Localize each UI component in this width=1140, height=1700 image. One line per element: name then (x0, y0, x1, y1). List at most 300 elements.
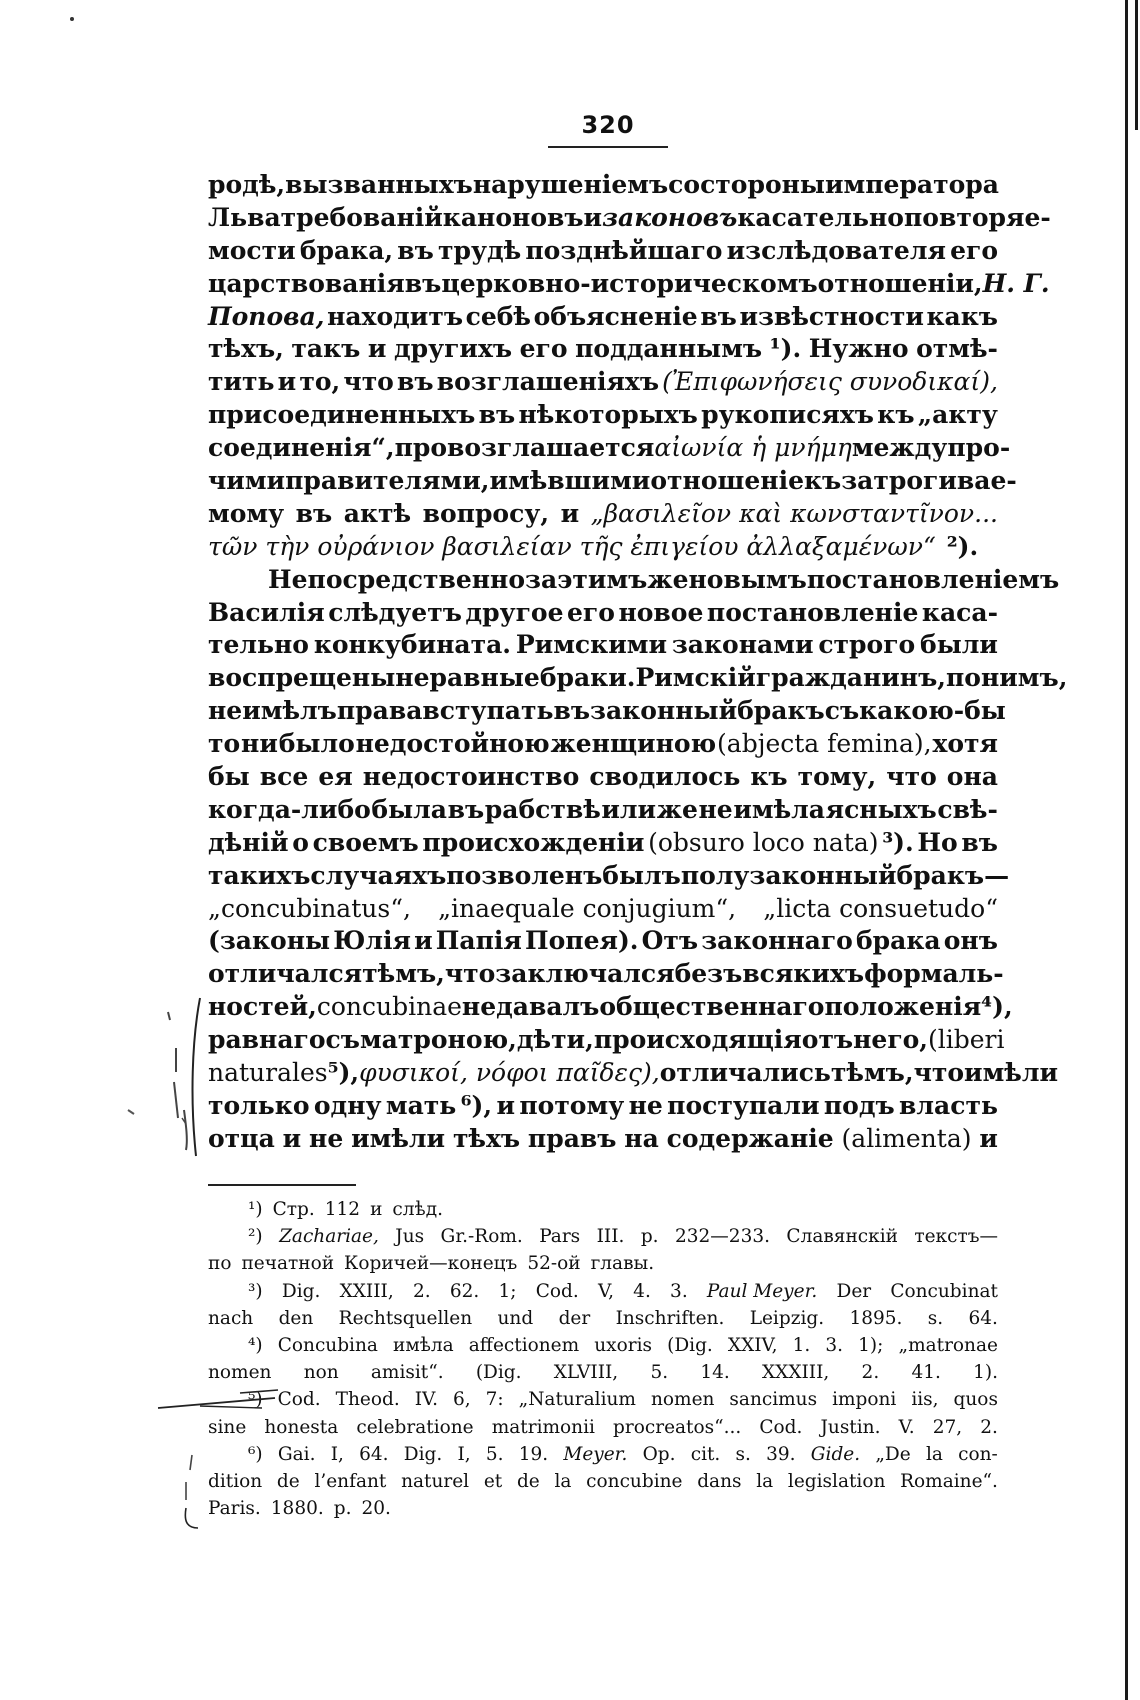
word: что (913, 1058, 965, 1088)
word: ⁴), (981, 992, 1013, 1022)
word: подъ (823, 1090, 895, 1120)
word: и (496, 1090, 515, 1120)
word: ⁵), (327, 1058, 360, 1088)
word: Юлія (333, 926, 411, 956)
margin-tick-mark (190, 1455, 192, 1470)
footnote-word: und (497, 1307, 534, 1329)
footnote-word: 27, (932, 1416, 963, 1438)
word: брака, (299, 235, 394, 265)
word: ¹). (769, 334, 802, 364)
footnote-word: 14. (700, 1362, 730, 1384)
word: „licta consuetudo“ (763, 893, 998, 923)
word: имѣли (351, 1123, 446, 1153)
footnote-word: cit. (690, 1443, 721, 1465)
word: ⁶), (460, 1090, 493, 1120)
word: постановленіемъ (806, 564, 1060, 594)
word: присоединенныхъ (208, 400, 476, 430)
footnote-word: Jus (395, 1226, 425, 1248)
margin-bracket-mark (193, 998, 200, 1156)
footnote-word: Theod. (335, 1389, 400, 1411)
footnote-word: Pars (539, 1226, 581, 1248)
word: касательно (737, 202, 904, 232)
word: рукописяхъ (701, 400, 874, 430)
footnote-word: Leipzig. (749, 1307, 825, 1329)
word: власть (899, 1090, 998, 1120)
word: что (886, 762, 937, 792)
footnote-word: iis, (911, 1389, 939, 1411)
page-number: 320 (581, 111, 635, 139)
word: же (647, 564, 689, 594)
word: что (343, 367, 394, 397)
word: бракъ (737, 696, 825, 726)
word: провозглашается (394, 433, 655, 463)
word: этимъ (557, 564, 648, 594)
word: законами (671, 630, 814, 660)
word: Непосредственно (268, 564, 526, 594)
footnote-word: Zachariae, (279, 1226, 379, 1248)
margin-tick-mark (184, 1110, 187, 1150)
word: отличался (208, 959, 363, 989)
footnote-word: Op. (642, 1443, 676, 1465)
word: находитъ (327, 301, 464, 331)
footnote-word: der (558, 1307, 591, 1329)
word: женщиною (550, 729, 717, 759)
footnote-word: naturel (401, 1470, 470, 1492)
footnote-word: uxoris (594, 1334, 653, 1356)
footnote-word: XLVIII, (553, 1362, 619, 1384)
word: позволенъ (446, 860, 603, 890)
word: только (208, 1090, 310, 1120)
word: тѣхъ (452, 1123, 521, 1153)
word: ни (241, 729, 278, 759)
footnote-word: имѣла (393, 1334, 454, 1356)
word: „акту (917, 400, 998, 430)
word: не (698, 794, 733, 824)
footnote-word: nomen (208, 1362, 272, 1384)
footnote-word: XXIII, (339, 1280, 394, 1302)
word: Попова, (208, 301, 325, 331)
footnote-word: I, (330, 1443, 344, 1465)
word: тить (208, 367, 275, 397)
word: (alimenta) (841, 1123, 972, 1153)
footnote-word: ²) (248, 1226, 263, 1248)
footnote-word: sancimus (729, 1389, 818, 1411)
footnote-word: Paul Meyer. (706, 1280, 818, 1302)
word: было (278, 729, 355, 759)
footnote-word: dans (697, 1470, 742, 1492)
word: такъ (291, 334, 361, 364)
footnote-word: 64. (968, 1307, 998, 1329)
footnote-word: Concubinat (890, 1280, 998, 1302)
word: вступать (422, 696, 554, 726)
footnote-word: „Naturalium (518, 1389, 636, 1411)
footnote-word: den (278, 1307, 314, 1329)
footnote-word: V, (597, 1280, 614, 1302)
word: всякихъ (742, 959, 865, 989)
word: объясненіе (533, 301, 698, 331)
word: отношеніи, (817, 268, 983, 298)
footnote-word: 19. (518, 1443, 549, 1465)
footnote-word: (Dig. (475, 1362, 522, 1384)
footnote-word: de (276, 1470, 300, 1492)
footnote-word: ⁵) (248, 1389, 263, 1411)
word: нѣкоторыхъ (518, 400, 698, 430)
word: отъ (801, 1025, 854, 1055)
word: нарушеніемъ (472, 170, 669, 199)
word: подданнымъ (575, 334, 763, 364)
word: былъ (602, 860, 681, 890)
word: concubinae (316, 992, 462, 1022)
word: мости (208, 235, 296, 265)
footnote-word: ¹) (248, 1199, 263, 1220)
footnote-word: 64. (359, 1443, 389, 1465)
word: полузаконный (680, 860, 897, 890)
word: съ (325, 1025, 360, 1055)
word: рабствѣ (484, 794, 601, 824)
footnote-word: текстъ— (914, 1226, 998, 1248)
word: за (525, 564, 558, 594)
footnote-word: procreatos“... (613, 1416, 742, 1438)
word: браки. (539, 663, 636, 693)
footnote-word: amisit“. (370, 1362, 444, 1384)
word: хотя (932, 729, 998, 759)
word: не (208, 696, 243, 726)
word: какою-бы (859, 696, 1006, 726)
footnote-word: s. (735, 1443, 751, 1465)
word: въ (447, 794, 485, 824)
word: въ (553, 696, 591, 726)
footnote-word: Cod. (759, 1416, 803, 1438)
word: не (309, 1123, 344, 1153)
word: возглашеніяхъ (436, 367, 659, 397)
word: и (414, 926, 433, 956)
footnote-word: concubine (586, 1470, 683, 1492)
footnote-word: Rechtsquellen (338, 1307, 473, 1329)
word: (Ἐπιφωνήσεις συνοδικαί), (662, 367, 998, 397)
footnote-word: „matronae (898, 1334, 998, 1356)
word: извѣстности (739, 301, 924, 331)
word: когда-либо (208, 794, 371, 824)
word: Отъ (641, 926, 699, 956)
margin-bracket-mark (185, 1508, 198, 1528)
word: имѣла (733, 794, 825, 824)
word: Василія (208, 597, 325, 627)
word: актѣ (343, 498, 412, 528)
word: въ (961, 827, 998, 857)
word: все (259, 762, 309, 792)
word: новымъ (688, 564, 807, 594)
footnote-word: 3. (825, 1334, 844, 1356)
footnote-word: 112 (324, 1199, 361, 1220)
word: между (851, 433, 948, 463)
footnote-word: 20. (361, 1498, 391, 1520)
footnote-word: Gai. (277, 1443, 316, 1465)
word: мому (208, 498, 285, 528)
word: вопросу, (422, 498, 550, 528)
footnote-word: matrimonii (491, 1416, 595, 1438)
word: другихъ (393, 334, 513, 364)
word: „inaequale conjugium“, (438, 893, 737, 923)
word: положенія (824, 992, 982, 1022)
word: позднѣйшаго (525, 235, 723, 265)
word: ²). (946, 531, 979, 561)
word: соединенія“, (208, 433, 395, 463)
word: нимъ, (980, 663, 1068, 693)
word: тѣмъ, (362, 959, 445, 989)
footnote-word: quos (953, 1389, 998, 1411)
word: каса- (921, 597, 998, 627)
footnote-word: imponi (832, 1389, 897, 1411)
word: слѣдуетъ (328, 597, 462, 627)
word: отношеніе (650, 466, 804, 496)
footnote-word: honesta (264, 1416, 339, 1438)
word: Нужно (808, 334, 909, 364)
footnote-word: 4. (633, 1280, 651, 1302)
footnote-word: (Dig. (667, 1334, 713, 1356)
word: въ (700, 301, 737, 331)
word: затрогивае- (841, 466, 1017, 496)
word: формаль- (864, 959, 1004, 989)
footnote-word: Gide. (810, 1443, 861, 1465)
footnote-word: 3. (670, 1280, 688, 1302)
footnote-arrow-mark (240, 1390, 278, 1393)
word: были (920, 630, 998, 660)
word: потому (519, 1090, 625, 1120)
footnote-word: Стр. (272, 1199, 315, 1220)
footnote-word: Славянскій (786, 1226, 898, 1248)
word: законнаго (701, 926, 853, 956)
word: бы (208, 762, 250, 792)
word: къ (803, 466, 842, 496)
footnote-word: 1895. (849, 1307, 903, 1329)
footnote-word: 52-ой (527, 1253, 581, 1275)
word: него, (853, 1025, 929, 1055)
footnote-word: „De (875, 1443, 911, 1465)
word: отличались (659, 1058, 831, 1088)
footnote-word: Inschriften. (615, 1307, 725, 1329)
footnote-word: p. (333, 1498, 352, 1520)
word: требованій (280, 202, 443, 232)
word: (obsuro loco nata) (648, 827, 879, 857)
footnote-word: legislation (787, 1470, 886, 1492)
footnote-word: la (925, 1443, 943, 1465)
footnote-word: 1); (858, 1334, 884, 1356)
word: Римскій (635, 663, 756, 693)
word: въ (397, 235, 434, 265)
word: постановленіе (706, 597, 919, 627)
word: происходящія (593, 1025, 802, 1055)
word: воспрещены (208, 663, 396, 693)
footnote-word: слѣд. (392, 1199, 443, 1220)
word: и (367, 334, 387, 364)
word: себѣ (465, 301, 531, 331)
footnote-word: по (208, 1253, 232, 1275)
word: и (282, 1123, 302, 1153)
footnote-word: Meyer. (563, 1443, 628, 1465)
word: неравные (395, 663, 540, 693)
footnote-word: Dig. (281, 1280, 321, 1302)
footnote-word: Коричей—конецъ (344, 1253, 518, 1275)
word: церковно-историческомъ (441, 268, 818, 298)
footnote-underline-mark (200, 1406, 262, 1408)
word: поступали (667, 1090, 820, 1120)
word: и (979, 1123, 998, 1153)
word: и (277, 367, 297, 397)
word: она (946, 762, 998, 792)
word: конкубината. (313, 630, 512, 660)
word: φυσικοί, νόφοι παῖδες), (359, 1058, 660, 1088)
footnote-word: печатной (241, 1253, 335, 1275)
word: въ (404, 268, 442, 298)
word: или (601, 794, 657, 824)
word: αἰωνία ἡ μνήμη (654, 433, 852, 463)
footnote-word: XXXIII, (761, 1362, 830, 1384)
footnote-word: la (554, 1470, 572, 1492)
word: что (444, 959, 496, 989)
footnote-word: 1880. (270, 1498, 324, 1520)
footnote-word: Der (836, 1280, 872, 1302)
word: же (656, 794, 698, 824)
word: другое (465, 597, 564, 627)
word: недостойною (355, 729, 550, 759)
footnote-word: affectionem (468, 1334, 580, 1356)
word: его (950, 235, 998, 265)
word: безъ (674, 959, 743, 989)
word: въ (397, 367, 434, 397)
word: ностей, (208, 992, 317, 1022)
word: чими (208, 466, 286, 496)
word: въ (295, 498, 333, 528)
word: недостоинство (362, 762, 580, 792)
margin-tick-mark (174, 1082, 178, 1118)
word: имѣвшими (489, 466, 651, 496)
footnote-word: главы. (590, 1253, 655, 1275)
word: правъ (527, 1123, 617, 1153)
footnote-word: III. (596, 1226, 625, 1248)
word: ясныхъ (825, 794, 937, 824)
word: на (624, 1123, 659, 1153)
word: отмѣ- (916, 334, 998, 364)
footnote-word: l’enfant (314, 1470, 387, 1492)
word: гражданинъ, (755, 663, 946, 693)
word: тѣхъ, (208, 334, 284, 364)
word: къ (750, 762, 788, 792)
word: происхожденіи (422, 827, 645, 857)
word: правителями, (285, 466, 490, 496)
word: повторяе- (903, 202, 1051, 232)
word: Римскими (515, 630, 667, 660)
word: Н. Г. (982, 268, 1050, 298)
word: тому, (797, 762, 877, 792)
word: дѣти, (516, 1025, 594, 1055)
word: со (668, 170, 701, 199)
word: его (519, 334, 568, 364)
footnote-word: Gr.-Rom. (440, 1226, 523, 1248)
word: Попея). (524, 926, 639, 956)
footnote-word: Concubina (277, 1334, 378, 1356)
word: случаяхъ (310, 860, 447, 890)
footnote-word: 2. (980, 1416, 998, 1438)
footnote-word: и (370, 1199, 383, 1220)
word: была (371, 794, 447, 824)
footnote-word: nomen (650, 1389, 715, 1411)
word: брака (856, 926, 941, 956)
word: новое (618, 597, 704, 627)
footnote-word: 1). (973, 1362, 998, 1384)
footnote-word: p. (640, 1226, 659, 1248)
word: равнаго (208, 1025, 326, 1055)
footnote-word: 6, (453, 1389, 471, 1411)
word: стороны (700, 170, 825, 199)
word: съ (824, 696, 860, 726)
word: заключался (495, 959, 675, 989)
word: какъ (926, 301, 998, 331)
word: Но (917, 827, 958, 857)
footnote-word: 62. (449, 1280, 480, 1302)
word: строго (818, 630, 916, 660)
word: тѣмъ, (830, 1058, 914, 1088)
word: вызванныхъ (285, 170, 473, 199)
word: своемъ (312, 827, 419, 857)
word: дѣній (208, 827, 289, 857)
footnote-word: ³) (248, 1280, 263, 1302)
margin-tick-mark (128, 1110, 134, 1114)
word: (abjecta femina), (717, 729, 932, 759)
footnote-word: V. (898, 1416, 915, 1438)
word: отца (208, 1123, 275, 1153)
footnote-word: 41. (911, 1362, 941, 1384)
word: τῶν τὴν οὐράνιον βασιλείαν τῆς ἐπιγείου ἀλλαξαμένων“ (208, 531, 936, 561)
footnote-word: 2. (412, 1280, 431, 1302)
footnote-word: Dig. (403, 1443, 443, 1465)
word: то, (299, 367, 341, 397)
footnote-word: nach (208, 1307, 254, 1329)
footnote-word: s. (927, 1307, 944, 1329)
word: Льва (208, 202, 281, 232)
footnote-word: et (483, 1470, 503, 1492)
footnote-word: de (516, 1470, 540, 1492)
margin-tick-mark (168, 1012, 170, 1020)
footnote-word: Paris. (208, 1498, 261, 1520)
footnote-word: Cod. (277, 1389, 321, 1411)
word: права (336, 696, 423, 726)
word: сводилось (589, 762, 741, 792)
word: такихъ (208, 860, 311, 890)
footnote-word: la (756, 1470, 774, 1492)
footnote-word: sine (208, 1416, 247, 1438)
footnote-word: Cod. (535, 1280, 579, 1302)
word: трудѣ (438, 235, 522, 265)
word: свѣ- (937, 794, 998, 824)
word: „βασιλεῖον καὶ κωνσταντῖνον... (590, 498, 998, 528)
word: родѣ, (208, 170, 286, 199)
footnote-word: Justin. (820, 1416, 881, 1438)
word: каноновъ (442, 202, 584, 232)
word: не (461, 992, 497, 1022)
footnote-word: dition (208, 1470, 263, 1492)
word: содержаніе (666, 1123, 834, 1153)
word: онъ (943, 926, 998, 956)
word: и (583, 202, 603, 232)
word: Папія (435, 926, 522, 956)
footnote-word: XXIV, (727, 1334, 778, 1356)
word: въ (478, 400, 516, 430)
footnote-word: ⁶) (248, 1443, 263, 1465)
footnote-word: 5. (650, 1362, 669, 1384)
word: и (560, 498, 580, 528)
word: имѣли (964, 1058, 1059, 1088)
footnote-word: IV. (414, 1389, 439, 1411)
